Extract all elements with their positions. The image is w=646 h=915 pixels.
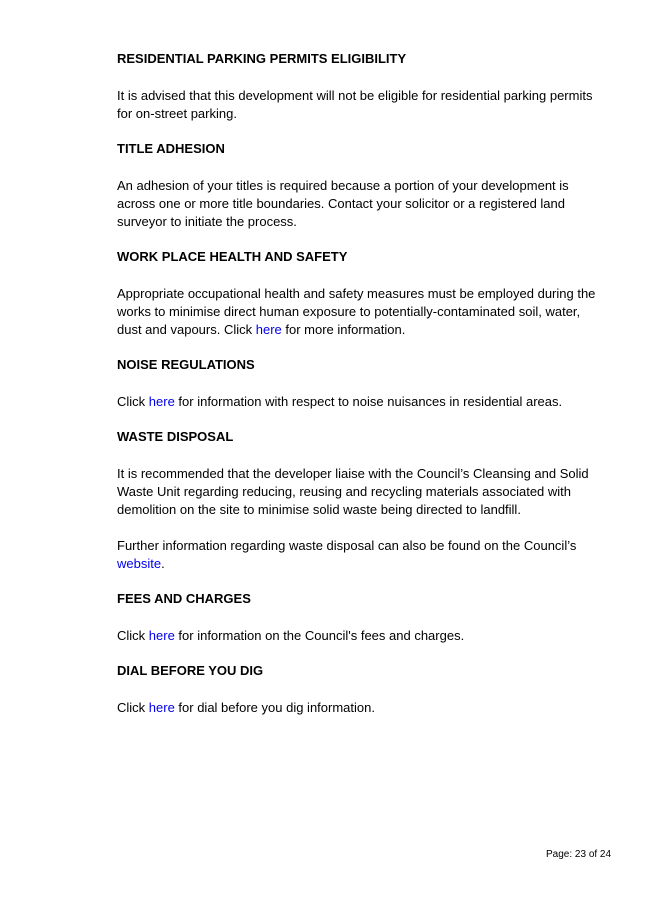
section-body-dial (117, 699, 607, 717)
fees-text-after: for information on the Council's fees and charges. (174, 628, 465, 643)
workplace-safety-text-before: Appropriate occupational health and safety measures must be employed during the works to minimise direct human exposure to potentially-contaminated soil, water, dust and vapours. Click (117, 286, 596, 337)
dial-text-before: Click (117, 700, 149, 715)
page-number: Page: 23 of 24 (546, 849, 612, 860)
noise-text-after: for information with respect to noise nuisances in residential areas. (174, 394, 563, 409)
waste-text-before: Further information regarding waste disposal can also be found on the Council’s (117, 538, 577, 553)
section-body-residential-parking: It is advised that this development will not be eligible for residential parking permits for on-street parking. (117, 88, 593, 121)
section-body-fees (117, 627, 607, 645)
section-body-title-adhesion: An adhesion of your titles is required because a portion of your development is across one or more title boundaries. Contact your solicitor or a registered land surveyor to initiate the process. (117, 178, 569, 229)
document-body (117, 50, 607, 717)
section-heading-dial: DIAL BEFORE YOU DIG (117, 663, 264, 678)
workplace-safety-text-after: for more information. (281, 322, 406, 337)
section-body-waste-2 (117, 537, 607, 573)
waste-text-after: . (161, 556, 165, 571)
section-body-waste-1: It is recommended that the developer liaise with the Council’s Cleansing and Solid Waste Unit regarding reducing, reusing and recycling materials associated with demolition on the site to minimise solid waste being directed to landfill. (117, 466, 589, 517)
fees-text-before: Click (117, 628, 149, 643)
dial-here-link[interactable]: here (148, 700, 175, 715)
section-body-workplace-safety (117, 285, 607, 339)
waste-website-link[interactable]: website (117, 556, 162, 571)
dial-text-after: for dial before you dig information. (174, 700, 375, 715)
section-heading-residential-parking: RESIDENTIAL PARKING PERMITS ELIGIBILITY (117, 51, 407, 66)
section-body-noise (117, 393, 607, 411)
noise-here-link[interactable]: here (148, 394, 175, 409)
workplace-safety-here-link[interactable]: here (255, 322, 282, 337)
section-heading-noise: NOISE REGULATIONS (117, 357, 255, 372)
fees-here-link[interactable]: here (148, 628, 175, 643)
section-heading-fees: FEES AND CHARGES (117, 591, 251, 606)
noise-text-before: Click (117, 394, 149, 409)
section-heading-waste: WASTE DISPOSAL (117, 429, 234, 444)
section-heading-title-adhesion: TITLE ADHESION (117, 141, 225, 156)
section-heading-workplace-safety: WORK PLACE HEALTH AND SAFETY (117, 249, 348, 264)
